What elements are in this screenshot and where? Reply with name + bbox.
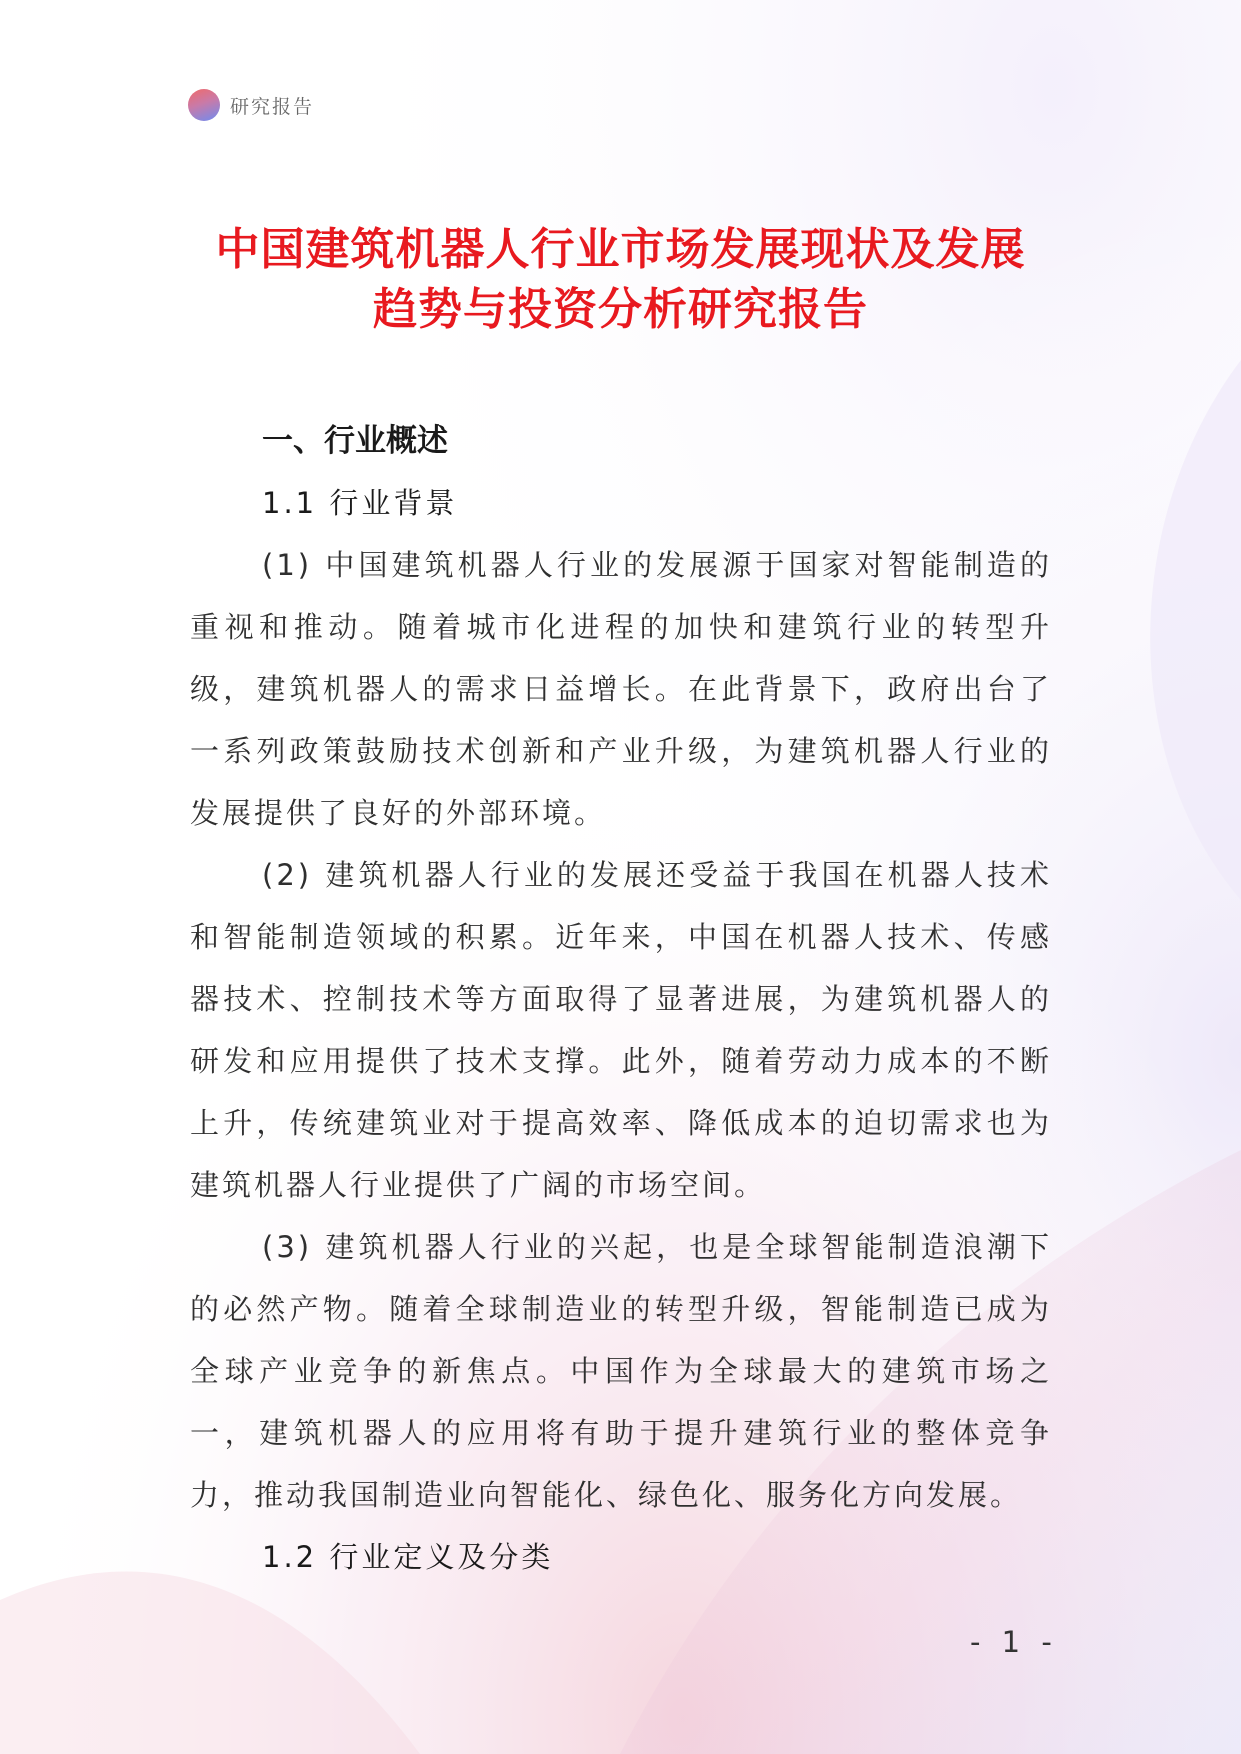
report-header	[188, 89, 314, 121]
report-title	[0, 220, 1241, 340]
title-line-1: 中国建筑机器人行业市场发展现状及发展	[215, 224, 1026, 275]
paragraph-3: (3) 建筑机器人行业的兴起，也是全球智能制造浪潮下的必然产物。随着全球制造业的转型升级，智能制造已成为全球产业竞争的新焦点。中国作为全球最大的建筑市场之一，建筑机器人的应用将有助于提升建筑行业的整体竞争力，推动我国制造业向智能化、绿色化、服务化方向发展。	[190, 1230, 1052, 1512]
report-body	[190, 410, 1052, 1588]
section-heading-overview: 一、行业概述	[262, 423, 448, 459]
paragraph-2: (2) 建筑机器人行业的发展还受益于我国在机器人技术和智能制造领域的积累。近年来，中国在机器人技术、传感器技术、控制技术等方面取得了显著进展，为建筑机器人的研发和应用提供了技术支撑。此外，随着劳动力成本的不断上升，传统建筑业对于提高效率、降低成本的迫切需求也为建筑机器人行业提供了广阔的市场空间。	[190, 858, 1052, 1202]
header-label: 研究报告	[230, 95, 315, 118]
page-number: - 1 -	[970, 1625, 1058, 1659]
paragraph-1: (1) 中国建筑机器人行业的发展源于国家对智能制造的重视和推动。随着城市化进程的加快和建筑行业的转型升级，建筑机器人的需求日益增长。在此背景下，政府出台了一系列政策鼓励技术创新和产业升级，为建筑机器人行业的发展提供了良好的外部环境。	[190, 548, 1052, 830]
title-line-2: 趋势与投资分析研究报告	[373, 284, 868, 335]
subsection-heading-background: 1.1 行业背景	[262, 486, 458, 520]
logo-circle-icon	[188, 89, 220, 121]
subsection-heading-definition: 1.2 行业定义及分类	[262, 1540, 554, 1574]
